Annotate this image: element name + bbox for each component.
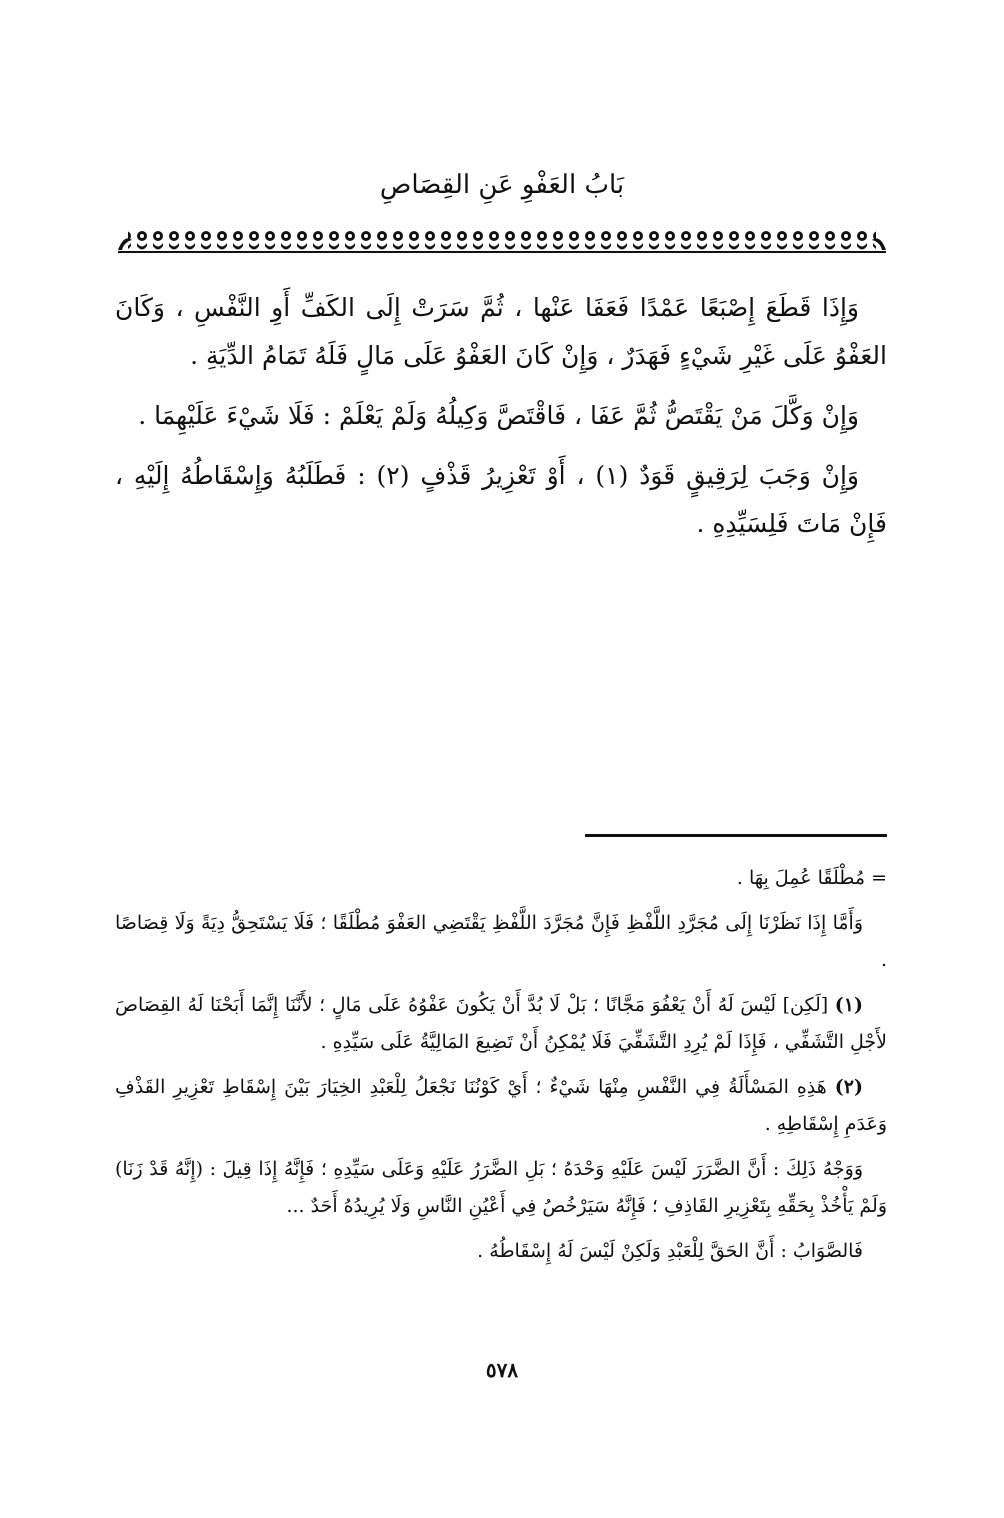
ornament-divider-icon <box>118 228 886 254</box>
chapter-title: بَابُ العَفْوِ عَنِ القِصَاصِ <box>379 170 625 200</box>
footnote-text: هَذِهِ المَسْأَلَةُ فِي النَّفْسِ مِنْهَا شَيْءٌ ؛ أَيْ كَوْنُنَا نَجْعَلُ لِلْعَبْدِ الخِيَارَ بَيْنَ إِسْقَاطِ تَعْزِيرِ القَذْفِ وَعَدَمِ إِسْقَاطِهِ . <box>115 1076 887 1135</box>
footnote-2 <box>115 1069 887 1143</box>
footnote-continuation: = مُطْلَقًا عُمِلَ بِهَا . <box>736 867 887 889</box>
footnote-1 <box>115 987 887 1061</box>
paragraph: وَإِنْ وَكَّلَ مَنْ يَقْتَصُّ ثُمَّ عَفَا ، فَاقْتَصَّ وَكِيلُهُ وَلَمْ يَعْلَمْ : فَلَا شَيْءَ عَلَيْهِمَا . <box>138 401 859 430</box>
footnote-divider <box>585 834 887 837</box>
footnote-number: (١) <box>834 994 863 1016</box>
footnotes <box>115 860 887 1278</box>
main-text <box>115 284 887 560</box>
footnote-number: (٢) <box>834 1076 863 1098</box>
page-number: ٥٧٨ <box>485 1358 519 1382</box>
footnote-continuation: وَأَمَّا إِذَا نَظَرْنَا إِلَى مُجَرَّدِ اللَّفْظِ فَإِنَّ مُجَرَّدَ اللَّفْظِ يَقْتَضِي العَفْوَ مُطْلَقًا ؛ فَلَا يَسْتَحِقُّ دِيَةً وَلَا قِصَاصًا . <box>115 912 887 971</box>
footnote-text: وَوَجْهُ ذَلِكَ : أَنَّ الضَّرَرَ لَيْسَ عَلَيْهِ وَحْدَهُ ؛ بَلِ الضَّرَرُ عَلَيْهِ وَعَلَى سَيِّدِهِ ؛ فَإِنَّهُ إِذَا قِيلَ : (إِنَّهُ قَدْ زَنَا) وَلَمْ يَأْخُذْ بِحَقِّهِ بِتَعْزِيرِ القَاذِفِ ؛ فَإِنَّهُ سَيَرْخُصُ فِي أَعْيُنِ النَّاسِ وَلَا يُرِيدُهُ أَحَدٌ ... <box>115 1158 887 1217</box>
footnote-text: فَالصَّوَابُ : أَنَّ الحَقَّ لِلْعَبْدِ وَلَكِنْ لَيْسَ لَهُ إِسْقَاطُهُ . <box>477 1240 863 1262</box>
paragraph: وَإِنْ وَجَبَ لِرَقِيقٍ قَوَدٌ (١) ، أَوْ تَعْزِيرُ قَذْفٍ (٢) : فَطَلَبُهُ وَإِسْقَاطُهُ إِلَيْهِ ، فَإِنْ مَاتَ فَلِسَيِّدِهِ . <box>115 461 887 538</box>
footnote-text: [لَكِن] لَيْسَ لَهُ أَنْ يَعْفُوَ مَجَّانًا ؛ بَلْ لَا بُدَّ أَنْ يَكُونَ عَفْوُهُ عَلَى مَالٍ ؛ لأَنَّنَا إِنَّمَا أَبَحْنَا لَهُ القِصَاصَ لأَجْلِ التَّشَفِّي ، فَإِذَا لَمْ يُرِدِ التَّشَفِّيَ فَلَا يُمْكِنُ أَنْ تَضِيعَ المَالِيَّةُ عَلَى سَيِّدِهِ . <box>115 994 887 1053</box>
paragraph: وَإِذَا قَطَعَ إِصْبَعًا عَمْدًا فَعَفَا عَنْها ، ثُمَّ سَرَتْ إِلَى الكَفِّ أَوِ النَّفْسِ ، وَكَانَ العَفْوُ عَلَى غَيْرِ شَيْءٍ فَهَدَرٌ ، وَإِنْ كَانَ العَفْوُ عَلَى مَالٍ فَلَهُ تَمَامُ الدِّيَةِ . <box>115 293 887 370</box>
